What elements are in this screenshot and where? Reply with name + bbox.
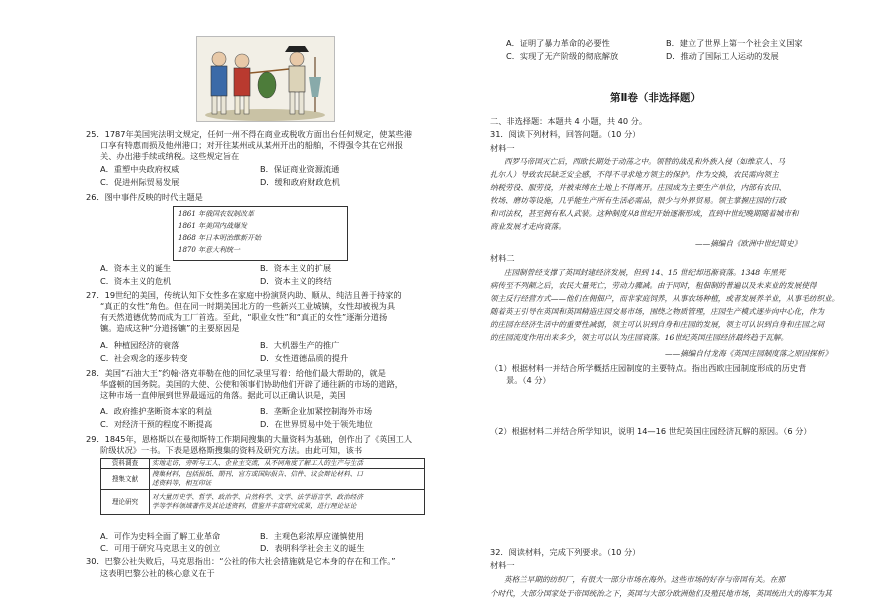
q27-stem-line2: “真正的女性”角色。但在同一时期美国北方的一些新兴工业城镇，女性却被视为具 [100, 301, 396, 311]
q28-stem-line2: 华盛顿的国务院。美国的大使、公使和领事们协助他们开辟了通往新的市场的道路， [100, 379, 403, 389]
q27-stem-line1: 27．19世纪的美国，传统认知下女性多在家庭中扮演贤内助、顺从、纯洁且善于持家的 [86, 290, 402, 300]
q25-stem-line2: 口享有特惠而损及他州港口；对开往某州或从某州开出的船舶，不得强令其在它州报 [100, 140, 403, 150]
q27-option-b[interactable]: B．大机器生产的推广 [260, 340, 340, 350]
table-row [101, 469, 425, 490]
material-1-line: 和司法权，甚至拥有私人武装。这种制度从8世纪开始逐渐形成，直到中世纪晚期随着城市和 [490, 209, 799, 218]
q30-option-b[interactable]: B．建立了世界上第一个社会主义国家 [666, 38, 803, 48]
table-header-cell: 理论研究 [101, 490, 150, 515]
q29-option-b[interactable]: B．主观色彩浓厚应谨慎使用 [260, 531, 364, 541]
q31-sub1-line2: 景。（4 分） [506, 375, 551, 385]
table-cell-line: 述资料等，相互印证 [152, 479, 212, 487]
q26-option-d[interactable]: D．资本主义的终结 [260, 276, 332, 286]
q25-option-b[interactable]: B．保证商业资源流通 [260, 164, 340, 174]
q30-option-a[interactable]: A．证明了暴力革命的必要性 [506, 38, 610, 48]
q29-stem-line1: 29．1845年，恩格斯以在曼彻斯特工作期间搜集的大量资料为基础，创作出了《英国工人 [86, 434, 413, 444]
material-3-line: 个时代，大部分国家处于帝国统治之下，英国与大部分欧洲他们及殖民地市场，英国统出大的海军为其 [490, 589, 832, 598]
q29-option-c[interactable]: C．可用于研究马克思主义的创立 [100, 543, 221, 553]
material-2-line: 庄园制曾经支撑了英国封建经济发展，但到 14、15 世纪却迅渐衰落。1348 年黑死 [504, 268, 786, 277]
q30-stem-line2: 这表明巴黎公社的核心意义在于 [100, 568, 215, 578]
section-intro: 二、非选择题：本题共 4 小题，共 40 分。 [490, 116, 648, 126]
q32-stem: 32．阅读材料，完成下列要求。（10 分） [490, 547, 641, 557]
q25-stem-line3: 关、办出港手续或纳税。这些规定旨在 [100, 151, 240, 161]
q26-box-line1: 1861 年俄国农奴制改革 [178, 210, 255, 218]
table-cell [150, 490, 425, 515]
material-1-line: 商业发展才走向衰落。 [490, 222, 566, 231]
q25-option-a[interactable]: A．重塑中央政府权威 [100, 164, 180, 174]
material-2-label: 材料二 [490, 253, 515, 263]
q29-table [100, 458, 425, 515]
table-cell: 实地走访，旁听与工人、企业主交流，从不同角度了解工人的生产与生活 [150, 459, 425, 469]
q30-option-d[interactable]: D．推动了国际工人运动的发展 [666, 51, 779, 61]
q31-stem: 31．阅读下列材料，回答问题。（10 分） [490, 129, 641, 139]
q26-option-b[interactable]: B．资本主义的扩展 [260, 263, 332, 273]
q28-stem-line1: 28．美国“石油大王”约翰·洛克菲勒在他的回忆录里写着：给他们最大帮助的，就是 [86, 368, 386, 378]
table-header-cell: 搜集文献 [101, 469, 150, 490]
q28-option-b[interactable]: B．垄断企业加紧控制海外市场 [260, 406, 373, 416]
q26-option-a[interactable]: A．资本主义的诞生 [100, 263, 172, 273]
q28-option-d[interactable]: D．在世界贸易中处于领先地位 [260, 419, 373, 429]
q30-stem-line1: 30．巴黎公社失败后，马克思指出：“公社的伟大社会措施就是它本身的存在和工作。” [86, 556, 396, 566]
q27-option-d[interactable]: D．女性道德品质的提升 [260, 353, 349, 363]
material-2-line: 随着英王引导在英国和英国精造庄园交易市场，围绕之物质管理，庄园生产模式逐步向中心化，作为 [490, 307, 825, 316]
q27-option-c[interactable]: C．社会观念的逐步转变 [100, 353, 188, 363]
table-row [101, 490, 425, 515]
q27-stem-line3: 有天然道德优势而成为工厂首选。至此，“职业女性”和“真正的女性”逐渐分道扬 [100, 312, 388, 322]
material-1-source: ——摘编自《欧洲中世纪简史》 [695, 239, 802, 248]
q29-option-a[interactable]: A．可作为史料全面了解工业革命 [100, 531, 221, 541]
q26-stem: 26．图中事件反映的时代主题是 [86, 192, 203, 202]
material-1-line: 纳税劳役、服劳役，并被束缚在土地上不得离开。庄园成为主要生产单位，内部有农田、 [490, 183, 787, 192]
q27-option-a[interactable]: A．种植园经济的衰落 [100, 340, 180, 350]
material-2-source: ——摘编自付龙海《英国庄园制度落之原因探析》 [665, 349, 833, 358]
table-cell [150, 469, 425, 490]
q25-option-d[interactable]: D．缓和政府财政危机 [260, 177, 340, 187]
q26-box-line4: 1870 年意大利统一 [178, 246, 241, 254]
q31-sub2: （2）根据材料二并结合所学知识，说明 14—16 世纪英国庄园经济瓦解的原因。（6 分） [490, 426, 812, 436]
q28-stem-line3: 这种市场一直伸展到世界最遥远的角落。据此可以正确认识是，美国 [100, 390, 346, 400]
table-cell-line: 对大量历史学、哲学、政治学、自然科学、文学、法学语言学、政治经济 [152, 493, 363, 501]
q25-option-c[interactable]: C．促进州际贸易发展 [100, 177, 180, 187]
material-2-line: 病传至不列颠之后，农民大量死亡，劳动力骤减。由于同时，租佃制的普遍以及未来业的发展使得 [490, 281, 817, 290]
table-cell-line: 搜集材料，包括报纸、期刊、官方或国际报告、信件、议会辩论材料、口 [152, 470, 363, 478]
material-1-label: 材料一 [490, 143, 515, 153]
q26-event-box [173, 206, 348, 261]
material-1-line: 西罗马帝国灭亡后，西欧长期处于动荡之中。领替的战乱和外族入侵（如维京人、马 [504, 157, 785, 166]
q27-stem-line4: 镳。造成这种“分道扬镳”的主要原因是 [100, 323, 240, 333]
table-header-cell: 资料调查 [101, 459, 150, 469]
q30-option-c[interactable]: C．实现了无产阶级的彻底解放 [506, 51, 619, 61]
q26-box-line2: 1861 年美国内战爆发 [178, 222, 248, 230]
material-3-label: 材料一 [490, 560, 515, 570]
q25-stem-line1: 25．1787年美国宪法明文规定，任何一州不得在商业或税收方面出台任何规定，使某些港 [86, 129, 413, 139]
material-2-line: 领主反行经营方式——他们在佣佃户，而非家庭饲养，从事农场种植，或者发展养羊业，从事毛纺织业。 [490, 294, 840, 303]
material-2-line: 的庄园流度作用出来多少，领主可以认为庄园衰落。16世纪英国庄园经济最终趋于瓦解。 [490, 333, 789, 342]
table-row [101, 459, 425, 469]
q26-box-line3: 1868 年日本明治维新开始 [178, 234, 262, 242]
q29-option-d[interactable]: D．表明科学社会主义的诞生 [260, 543, 365, 553]
section-title: 第Ⅱ卷（非选择题） [610, 92, 701, 104]
q26-option-c[interactable]: C．资本主义的危机 [100, 276, 172, 286]
material-1-line: 牧场、磨坊等设施，几乎能生产所有生活必需品，很少与外界贸易。领主掌握庄园的行政 [490, 196, 787, 205]
q28-option-c[interactable]: C．对经济干预的程度不断提高 [100, 419, 213, 429]
material-1-line: 扎尔人）导致农民缺乏安全感，不得不寻求地方领主的保护。作为交换，农民需向领主 [490, 170, 779, 179]
q28-option-a[interactable]: A．政府推护垄断资本家的利益 [100, 406, 213, 416]
political-cartoon [196, 36, 335, 122]
material-2-line: 的庄园在经济生活中的重要性减弱，领主可认识到自身和庄园的发展，领主可认识到自身和庄园之间 [490, 320, 825, 329]
material-3-line: 英格兰早期的纺织厂，有很大一部分市场在海外。这些市场的好存与帝国有关。在那 [504, 575, 785, 584]
table-cell-line: 学等学科领域著作及其论述资料，借鉴并丰富研究成果，进行理论证论 [152, 502, 357, 510]
q29-stem-line2: 阶级状况》一书。下表是恩格斯搜集的资料及研究方法。由此可知，该书 [100, 445, 363, 455]
q31-sub1-line1: （1）根据材料一并结合所学概括庄园制度的主要特点。指出西欧庄园制度形成的历史背 [490, 363, 807, 373]
